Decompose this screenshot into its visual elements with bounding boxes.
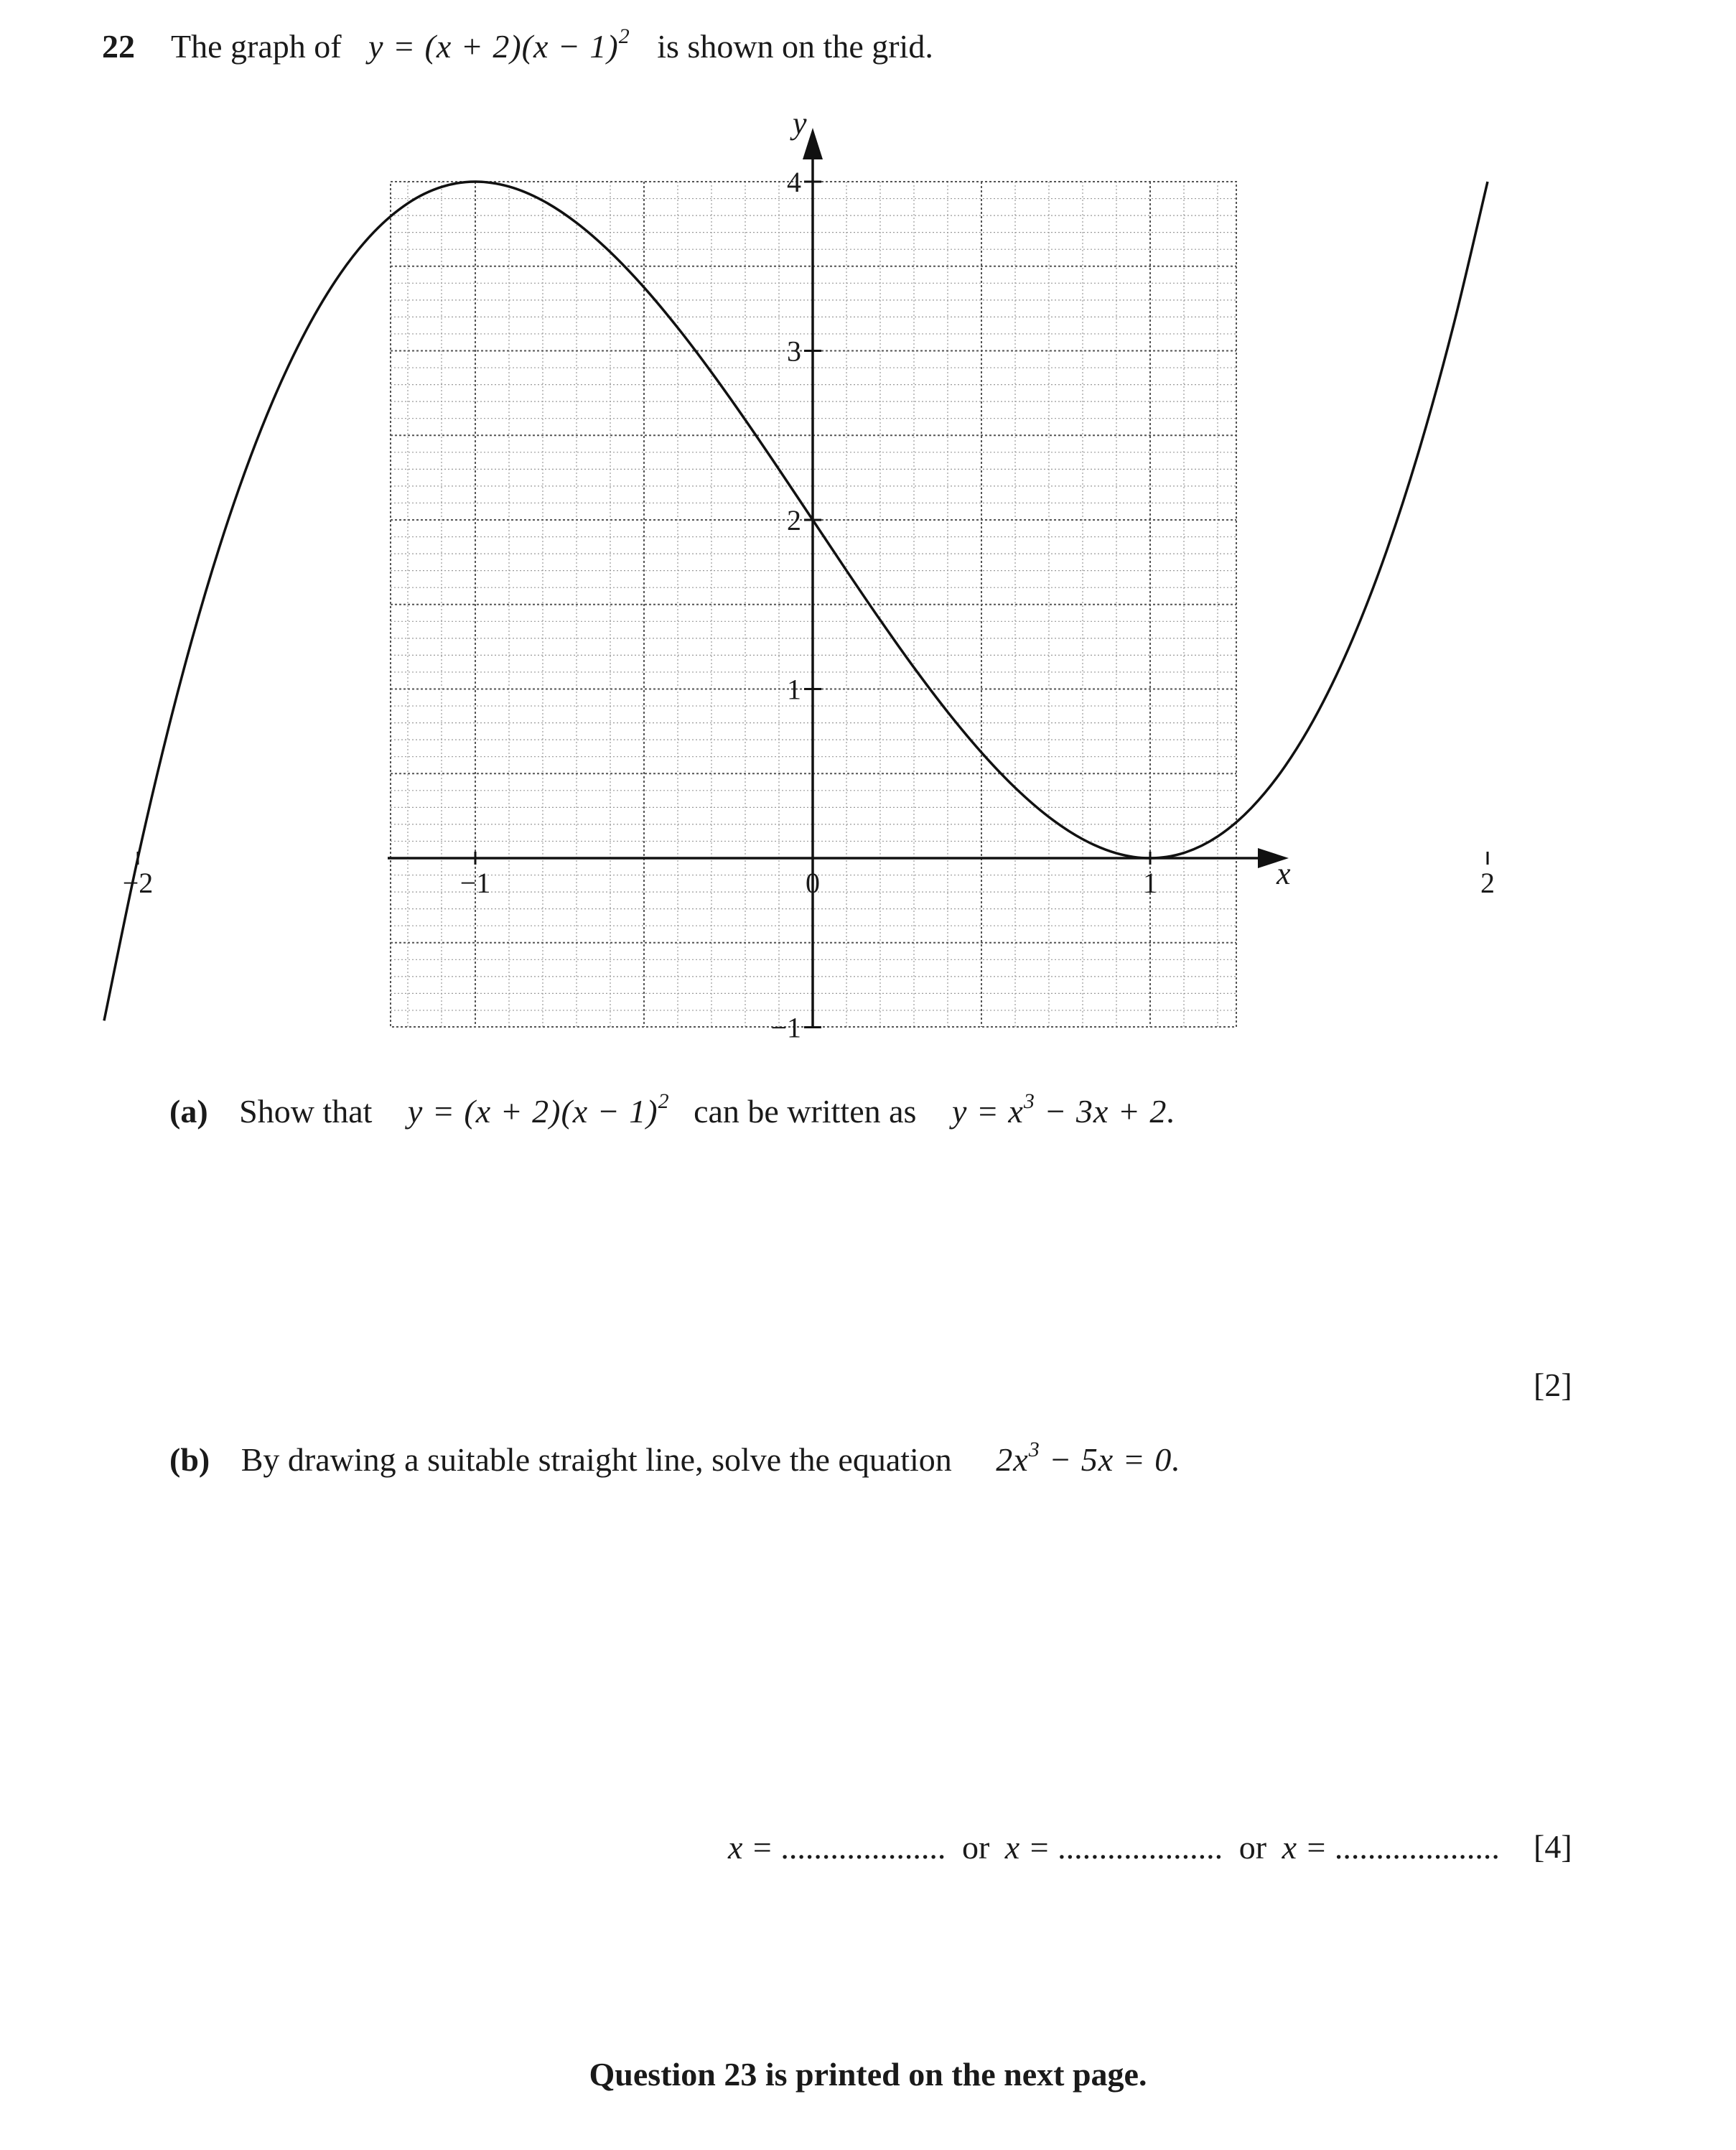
y-tick-label: 3 bbox=[787, 335, 801, 368]
part-a-equation-2: $y = x^3 - 3x + 2$. bbox=[951, 1089, 1176, 1130]
x-tick-label: 1 bbox=[1143, 867, 1157, 899]
x-tick-label: 2 bbox=[1480, 867, 1495, 899]
y-tick-label: −1 bbox=[770, 1011, 801, 1044]
part-b-text: By drawing a suitable straight line, solve the equation bbox=[241, 1441, 952, 1478]
y-tick-label: 2 bbox=[787, 504, 801, 536]
part-b bbox=[169, 1440, 1181, 1484]
intro-text-pre: The graph of bbox=[171, 28, 342, 65]
curve-series bbox=[104, 182, 1488, 1020]
intro-text-post: is shown on the grid. bbox=[657, 28, 933, 65]
y-tick-label: 4 bbox=[787, 166, 801, 198]
part-a-equation-1: $y = (x + 2)(x - 1)^2$ bbox=[407, 1089, 670, 1130]
part-a-marks: [2] bbox=[1534, 1367, 1572, 1403]
x-axis-label: x bbox=[1277, 856, 1291, 891]
answer-x1[interactable]: x = .................... bbox=[728, 1829, 947, 1866]
x-tick-label: −1 bbox=[459, 867, 491, 899]
intro-equation: $y = (x + 2)(x - 1)^2$ bbox=[368, 24, 630, 65]
y-axis-label: y bbox=[793, 106, 807, 141]
part-a-text-mid: can be written as bbox=[694, 1093, 917, 1130]
x-tick-label: −2 bbox=[122, 867, 154, 899]
answer-x3[interactable]: x = .................... bbox=[1282, 1829, 1501, 1866]
part-b-marks: [4] bbox=[1534, 1828, 1572, 1865]
part-a bbox=[169, 1089, 1176, 1136]
answer-or-2: or bbox=[1238, 1829, 1267, 1866]
part-b-answer-line bbox=[728, 1828, 1501, 1868]
curve-layer bbox=[104, 182, 1488, 1020]
next-page-note: Question 23 is printed on the next page. bbox=[589, 2056, 1147, 2093]
part-a-label: (a) bbox=[169, 1093, 208, 1130]
x-tick-label: 0 bbox=[806, 867, 820, 899]
answer-or-1: or bbox=[961, 1829, 990, 1866]
part-b-equation: $2x^3 - 5x = 0$. bbox=[996, 1438, 1181, 1478]
question-number: 22 bbox=[102, 28, 135, 65]
part-a-text-pre: Show that bbox=[239, 1093, 373, 1130]
part-b-label: (b) bbox=[169, 1441, 210, 1478]
y-tick-label: 1 bbox=[787, 673, 801, 706]
answer-x2[interactable]: x = .................... bbox=[1004, 1829, 1224, 1866]
